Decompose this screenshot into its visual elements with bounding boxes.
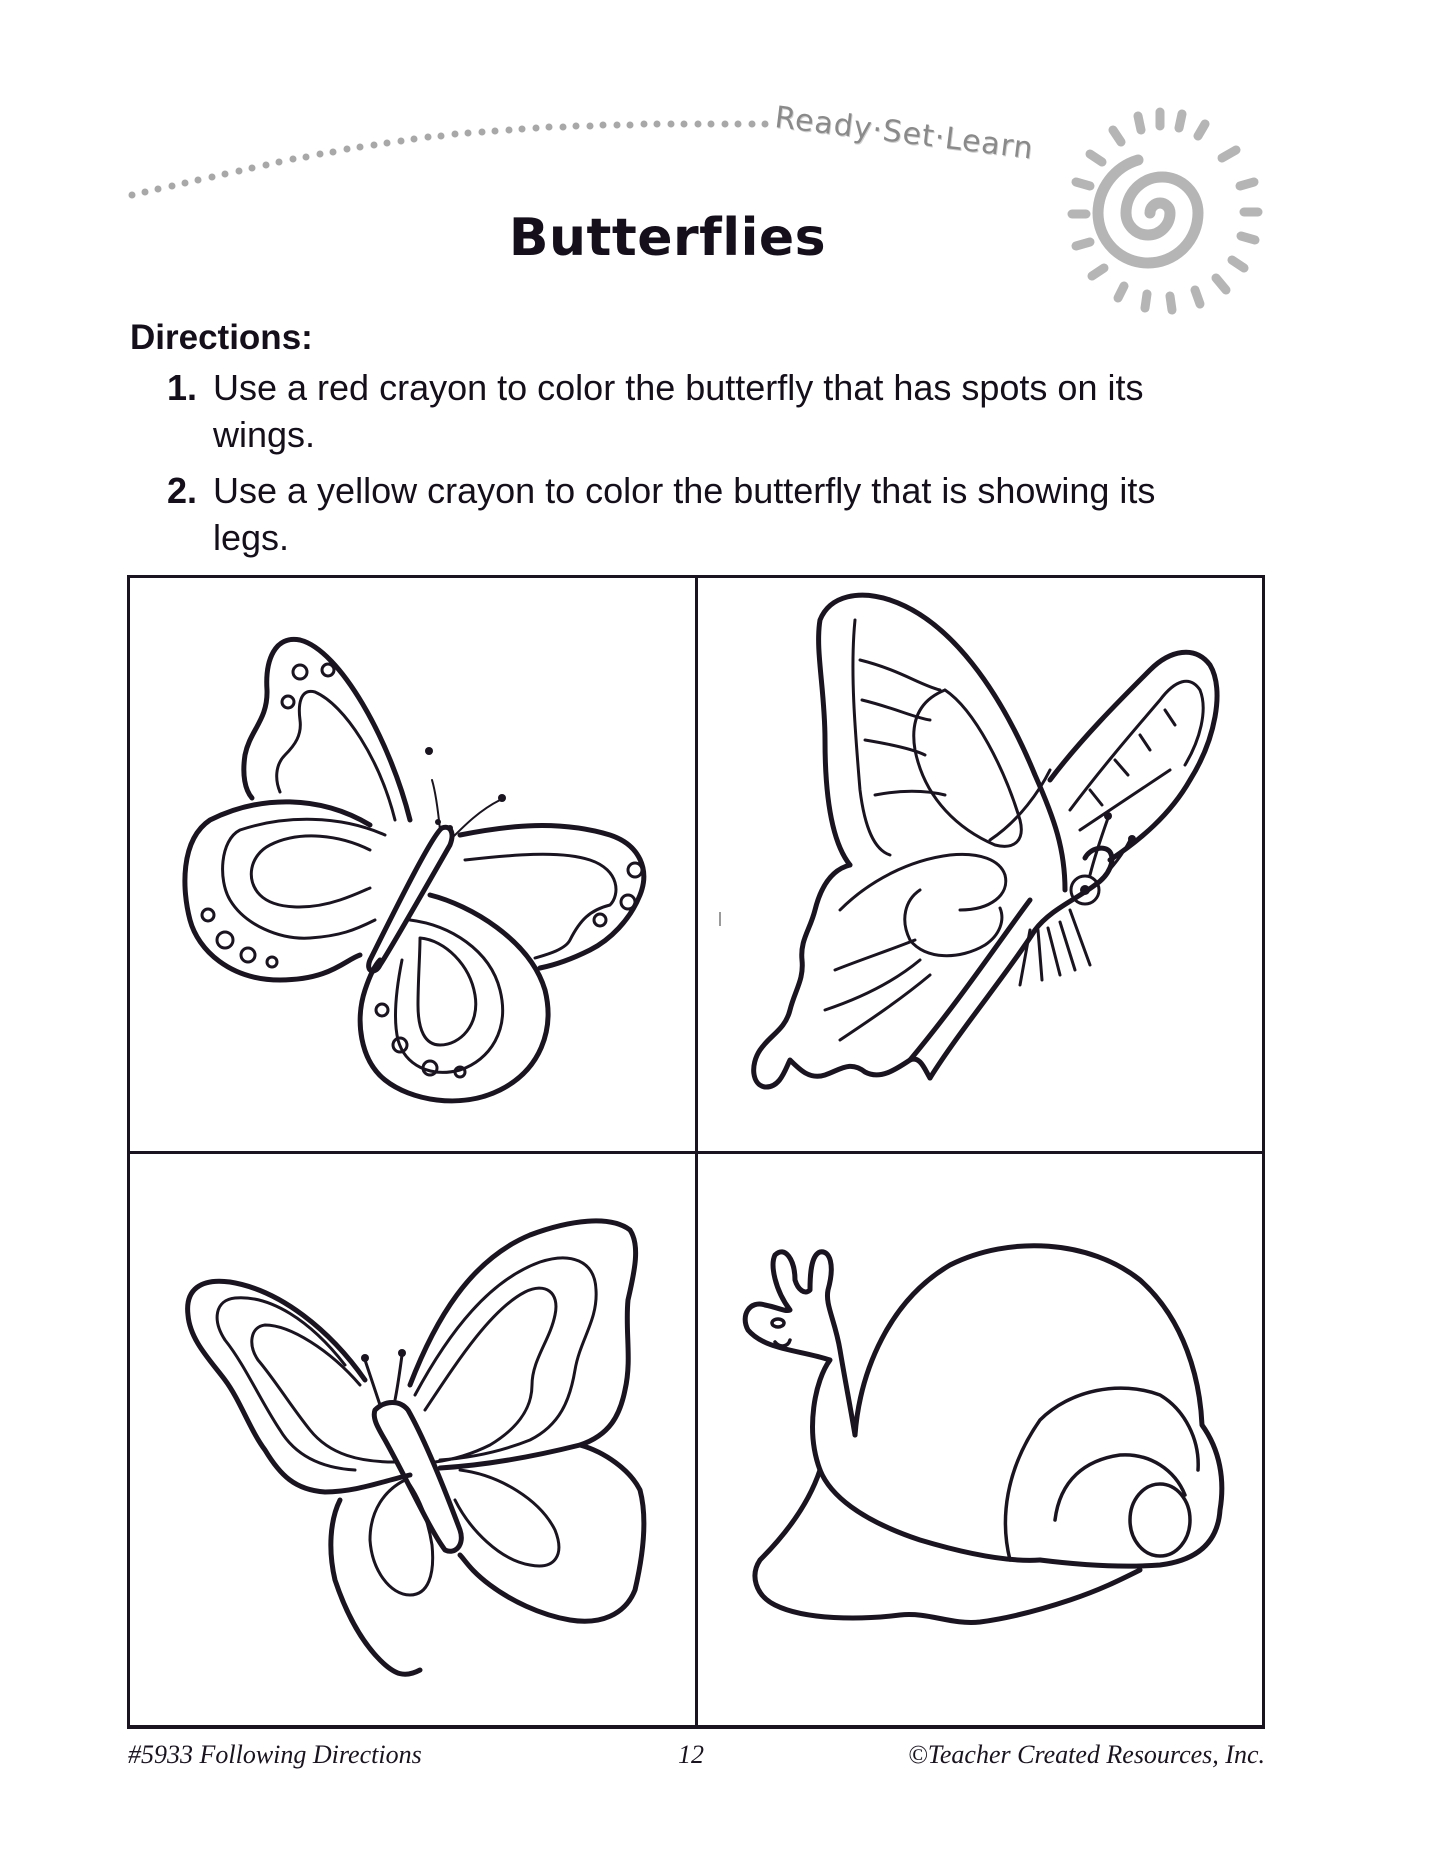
stray-mark [719,912,721,926]
step-number: 2. [167,470,198,511]
brand-logo-text: Ready·Set·Learn [772,100,1036,167]
step-number: 1. [167,367,198,408]
direction-step-2 [167,467,1267,561]
header-decoration [0,0,1445,330]
direction-step-1 [167,364,1267,458]
dotted-arc-icon [129,121,769,199]
butterfly-plain-icon[interactable] [170,1200,670,1700]
step-text: Use a yellow crayon to color the butterfly that is showing its legs. [213,470,1156,558]
directions-heading: Directions: [130,318,313,357]
page-title: Butterflies [508,208,827,268]
butterfly-with-spots-icon[interactable] [170,620,670,1120]
footer-book-title: #5933 Following Directions [128,1740,422,1769]
butterfly-showing-legs-icon[interactable] [730,590,1230,1110]
snail-icon[interactable] [720,1220,1240,1670]
page-number: 12 [678,1740,704,1769]
footer-copyright: ©Teacher Created Resources, Inc. [908,1740,1265,1769]
grid-divider-horizontal [127,1151,1265,1154]
step-text: Use a red crayon to color the butterfly that has spots on its wings. [213,367,1144,455]
